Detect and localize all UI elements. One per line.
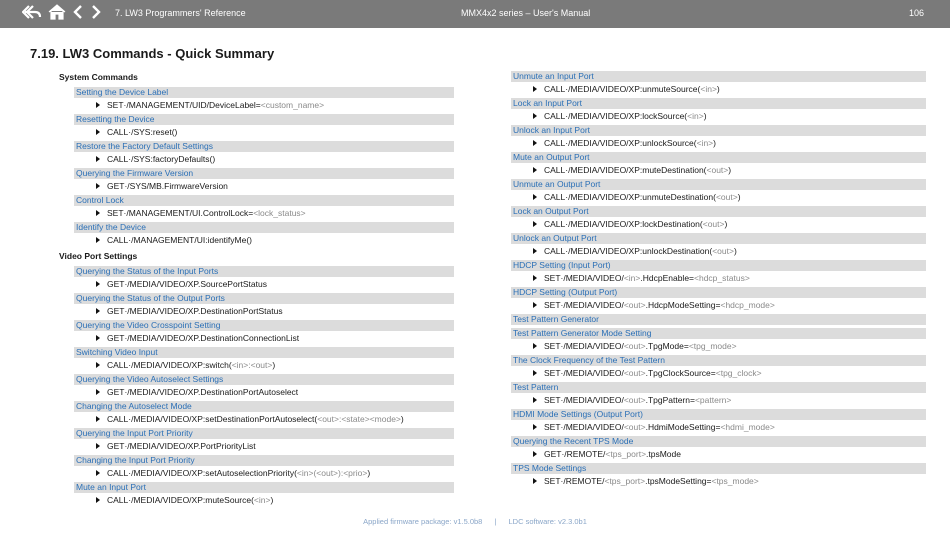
bullet-arrow-icon <box>96 308 100 314</box>
command-text: ) <box>737 192 741 202</box>
link-unmute-an-output-port[interactable]: Unmute an Output Port <box>511 179 926 190</box>
command-text: GET·/REMOTE/ <box>544 449 606 459</box>
link-identify-the-device[interactable]: Identify the Device <box>74 222 454 233</box>
previous-icon[interactable] <box>72 4 84 20</box>
command-line <box>533 219 727 230</box>
bullet-arrow-icon <box>533 221 537 227</box>
command-line <box>96 495 273 506</box>
command-parameter: <tps_mode> <box>711 476 759 486</box>
link-querying-the-firmware-version[interactable]: Querying the Firmware Version <box>74 168 454 179</box>
command-line <box>96 306 283 317</box>
command-parameter: <hdmi_mode> <box>720 422 775 432</box>
command-line <box>96 279 267 290</box>
command-text: SET·/MEDIA/VIDEO/ <box>544 341 624 351</box>
command-parameter: <tpg_mode> <box>688 341 737 351</box>
bullet-arrow-icon <box>96 389 100 395</box>
page-number: 106 <box>908 8 924 18</box>
command-text: .tpsMode <box>646 449 681 459</box>
command-text: CALL·/MEDIA/VIDEO/XP:switch( <box>107 360 232 370</box>
command-text: CALL·/SYS:reset() <box>107 127 178 137</box>
link-querying-the-video-crosspoint-setting[interactable]: Querying the Video Crosspoint Setting <box>74 320 454 331</box>
command-parameter: <in> <box>696 138 714 148</box>
command-parameter: <out> <box>623 395 646 405</box>
command-text: CALL·/MEDIA/VIDEO/XP:muteDestination( <box>544 165 707 175</box>
command-parameter: <out> <box>715 192 738 202</box>
link-switching-video-input[interactable]: Switching Video Input <box>74 347 454 358</box>
command-text: ) <box>728 165 732 175</box>
bullet-arrow-icon <box>533 343 537 349</box>
command-line <box>96 468 370 479</box>
link-resetting-the-device[interactable]: Resetting the Device <box>74 114 454 125</box>
command-text: SET·/MANAGEMENT/UID/DeviceLabel= <box>107 100 261 110</box>
bullet-arrow-icon <box>96 362 100 368</box>
command-text: SET·/MEDIA/VIDEO/ <box>544 273 624 283</box>
command-line <box>533 111 707 122</box>
command-line <box>533 192 741 203</box>
bullet-arrow-icon <box>96 237 100 243</box>
command-text: CALL·/MANAGEMENT/UI:identifyMe() <box>107 235 252 245</box>
command-text: .HdcpEnable= <box>640 273 695 283</box>
command-line <box>96 154 215 165</box>
command-parameter: <hdcp_status> <box>694 273 750 283</box>
bullet-arrow-icon <box>533 451 537 457</box>
top-bar <box>0 0 950 28</box>
link-test-pattern[interactable]: Test Pattern <box>511 382 926 393</box>
command-text: ) <box>400 414 404 424</box>
command-text: CALL·/MEDIA/VIDEO/XP:unlockSource( <box>544 138 697 148</box>
link-querying-the-status-of-the-input-ports[interactable]: Querying the Status of the Input Ports <box>74 266 454 277</box>
bullet-arrow-icon <box>533 478 537 484</box>
bullet-arrow-icon <box>533 86 537 92</box>
command-text: ) <box>724 219 728 229</box>
command-text: .TpgMode= <box>645 341 689 351</box>
back-icon[interactable] <box>22 4 42 20</box>
command-text: .HdmiModeSetting= <box>645 422 721 432</box>
link-the-clock-frequency-of-the-test-pattern[interactable]: The Clock Frequency of the Test Pattern <box>511 355 926 366</box>
command-line <box>533 449 681 460</box>
link-test-pattern-generator[interactable]: Test Pattern Generator <box>511 314 926 325</box>
command-line <box>96 333 299 344</box>
next-icon[interactable] <box>90 4 102 20</box>
link-changing-the-input-port-priority[interactable]: Changing the Input Port Priority <box>74 455 454 466</box>
command-parameter: <tps_port> <box>605 449 647 459</box>
bullet-arrow-icon <box>96 102 100 108</box>
command-line <box>533 368 762 379</box>
command-parameter: <out> <box>623 422 646 432</box>
command-line <box>533 246 737 257</box>
manual-title: MMX4x2 series – User's Manual <box>461 8 591 18</box>
command-text: CALL·/MEDIA/VIDEO/XP:unlockDestination( <box>544 246 713 256</box>
command-text: SET·/MEDIA/VIDEO/ <box>544 395 624 405</box>
command-text: SET·/REMOTE/ <box>544 476 605 486</box>
bullet-arrow-icon <box>533 424 537 430</box>
command-line <box>533 138 716 149</box>
command-text: .TpgPattern= <box>645 395 695 405</box>
command-line <box>96 208 306 219</box>
command-parameter: <in>:<out> <box>231 360 273 370</box>
bullet-arrow-icon <box>96 470 100 476</box>
command-text: ) <box>733 246 737 256</box>
command-text: GET·/MEDIA/VIDEO/XP.PortPriorityList <box>107 441 256 451</box>
home-icon[interactable] <box>48 4 66 20</box>
command-line <box>533 165 731 176</box>
link-hdcp-setting-output-port[interactable]: HDCP Setting (Output Port) <box>511 287 926 298</box>
bullet-arrow-icon <box>96 183 100 189</box>
command-text: SET·/MEDIA/VIDEO/ <box>544 300 624 310</box>
bullet-arrow-icon <box>96 281 100 287</box>
command-parameter: <out> <box>712 246 734 256</box>
command-parameter: <pattern> <box>694 395 732 405</box>
command-line <box>533 422 775 433</box>
command-line <box>533 300 775 311</box>
link-restore-the-factory-default-settings[interactable]: Restore the Factory Default Settings <box>74 141 454 152</box>
command-line <box>533 476 759 487</box>
command-text: GET·/MEDIA/VIDEO/XP.SourcePortStatus <box>107 279 267 289</box>
bullet-arrow-icon <box>96 443 100 449</box>
bullet-arrow-icon <box>96 335 100 341</box>
bullet-arrow-icon <box>533 370 537 376</box>
command-text: .HdcpModeSetting= <box>645 300 721 310</box>
section-title: 7.19. LW3 Commands - Quick Summary <box>30 46 275 61</box>
command-parameter: <out> <box>702 219 725 229</box>
command-text: CALL·/MEDIA/VIDEO/XP:unmuteSource( <box>544 84 701 94</box>
bullet-arrow-icon <box>96 129 100 135</box>
command-line <box>96 414 404 425</box>
bullet-arrow-icon <box>533 302 537 308</box>
link-querying-the-status-of-the-output-ports[interactable]: Querying the Status of the Output Ports <box>74 293 454 304</box>
link-querying-the-input-port-priority[interactable]: Querying the Input Port Priority <box>74 428 454 439</box>
footer <box>0 517 950 526</box>
command-parameter: <in> <box>623 273 641 283</box>
command-text: GET·/MEDIA/VIDEO/XP.DestinationPortStatus <box>107 306 283 316</box>
bullet-arrow-icon <box>96 416 100 422</box>
command-line <box>96 387 298 398</box>
command-line <box>533 84 720 95</box>
bullet-arrow-icon <box>96 156 100 162</box>
command-text: CALL·/SYS:factoryDefaults() <box>107 154 216 164</box>
command-parameter: <in> <box>687 111 704 121</box>
command-line <box>96 235 252 246</box>
command-text: CALL·/MEDIA/VIDEO/XP:lockDestination( <box>544 219 703 229</box>
command-line <box>96 181 228 192</box>
bullet-arrow-icon <box>96 210 100 216</box>
command-text: ) <box>703 111 707 121</box>
command-parameter: <tpg_clock> <box>715 368 762 378</box>
link-hdmi-mode-settings-output-port[interactable]: HDMI Mode Settings (Output Port) <box>511 409 926 420</box>
bullet-arrow-icon <box>533 167 537 173</box>
command-parameter: <custom_name> <box>260 100 325 110</box>
command-text: ) <box>272 360 276 370</box>
command-text: CALL·/MEDIA/VIDEO/XP:lockSource( <box>544 111 688 121</box>
link-setting-the-device-label[interactable]: Setting the Device Label <box>74 87 454 98</box>
bullet-arrow-icon <box>533 194 537 200</box>
command-line <box>96 360 275 371</box>
link-unlock-an-output-port[interactable]: Unlock an Output Port <box>511 233 926 244</box>
command-text: CALL·/MEDIA/VIDEO/XP:unmuteDestination( <box>544 192 716 202</box>
link-control-lock[interactable]: Control Lock <box>74 195 454 206</box>
video-port-settings-heading: Video Port Settings <box>59 251 138 261</box>
link-unmute-an-input-port[interactable]: Unmute an Input Port <box>511 71 926 82</box>
footer-separator: | <box>494 517 497 526</box>
command-text: GET·/MEDIA/VIDEO/XP.DestinationPortAutoselect <box>107 387 299 397</box>
command-text: ) <box>270 495 274 505</box>
link-querying-the-recent-tps-mode[interactable]: Querying the Recent TPS Mode <box>511 436 926 447</box>
command-text: CALL·/MEDIA/VIDEO/XP:setDestinationPortAutoselect( <box>107 414 318 424</box>
command-text: CALL·/MEDIA/VIDEO/XP:muteSource( <box>107 495 254 505</box>
bullet-arrow-icon <box>533 248 537 254</box>
command-parameter: <out> <box>623 341 646 351</box>
command-text: GET·/MEDIA/VIDEO/XP.DestinationConnectionList <box>107 333 300 343</box>
command-text: SET·/MEDIA/VIDEO/ <box>544 368 624 378</box>
link-mute-an-output-port[interactable]: Mute an Output Port <box>511 152 926 163</box>
command-line <box>533 341 737 352</box>
link-hdcp-setting-input-port[interactable]: HDCP Setting (Input Port) <box>511 260 926 271</box>
command-line <box>96 441 256 452</box>
command-text: ) <box>713 138 716 148</box>
link-changing-the-autoselect-mode[interactable]: Changing the Autoselect Mode <box>74 401 454 412</box>
system-commands-heading: System Commands <box>59 72 138 82</box>
link-tps-mode-settings[interactable]: TPS Mode Settings <box>511 463 926 474</box>
command-line <box>533 273 750 284</box>
command-text: CALL·/MEDIA/VIDEO/XP:setAutoselectionPriority( <box>107 468 297 478</box>
link-unlock-an-input-port[interactable]: Unlock an Input Port <box>511 125 926 136</box>
link-lock-an-input-port[interactable]: Lock an Input Port <box>511 98 926 109</box>
command-parameter: <hdcp_mode> <box>720 300 775 310</box>
link-mute-an-input-port[interactable]: Mute an Input Port <box>74 482 454 493</box>
command-parameter: <lock_status> <box>253 208 306 218</box>
command-line <box>533 395 731 406</box>
command-parameter: <in>(<out>):<prio> <box>296 468 368 478</box>
command-parameter: <out> <box>623 368 646 378</box>
command-text: .TpgClockSource= <box>645 368 716 378</box>
command-parameter: <out> <box>623 300 646 310</box>
command-text: .tpsModeSetting= <box>645 476 712 486</box>
command-parameter: <in> <box>700 84 717 94</box>
command-text: ) <box>367 468 371 478</box>
bullet-arrow-icon <box>533 140 537 146</box>
command-text: SET·/MANAGEMENT/UI.ControlLock= <box>107 208 254 218</box>
command-parameter: <out> <box>706 165 729 175</box>
link-test-pattern-generator-mode-setting[interactable]: Test Pattern Generator Mode Setting <box>511 328 926 339</box>
bullet-arrow-icon <box>96 497 100 503</box>
command-text: SET·/MEDIA/VIDEO/ <box>544 422 624 432</box>
ldc-version: LDC software: v2.3.0b1 <box>508 517 587 526</box>
bullet-arrow-icon <box>533 397 537 403</box>
command-parameter: <out>:<state><mode> <box>317 414 401 424</box>
firmware-version: Applied firmware package: v1.5.0b8 <box>363 517 483 526</box>
command-line <box>96 100 324 111</box>
link-querying-the-video-autoselect-settings[interactable]: Querying the Video Autoselect Settings <box>74 374 454 385</box>
command-parameter: <in> <box>253 495 271 505</box>
bullet-arrow-icon <box>533 275 537 281</box>
nav-buttons <box>22 4 102 20</box>
command-text: ) <box>716 84 720 94</box>
command-text: GET·/SYS/MB.FirmwareVersion <box>107 181 228 191</box>
link-lock-an-output-port[interactable]: Lock an Output Port <box>511 206 926 217</box>
command-parameter: <tps_port> <box>604 476 646 486</box>
bullet-arrow-icon <box>533 113 537 119</box>
command-line <box>96 127 177 138</box>
chapter-title: 7. LW3 Programmers' Reference <box>115 8 246 18</box>
